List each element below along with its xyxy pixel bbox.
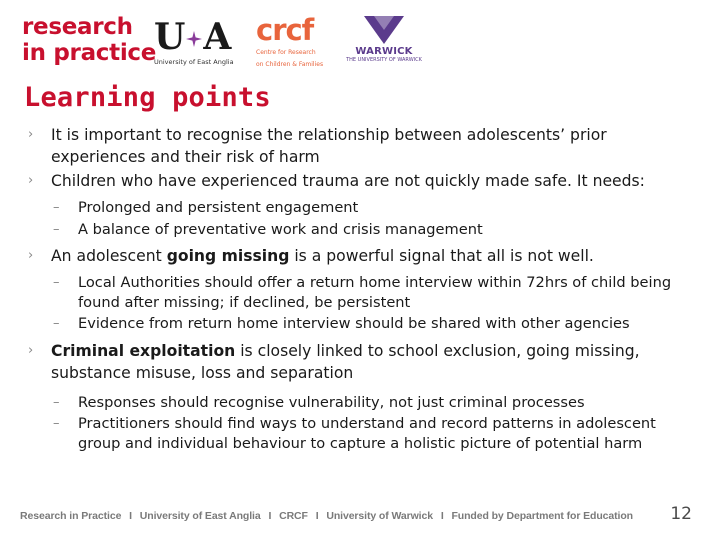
sub-bullet-marker: – (53, 275, 60, 290)
bullet-item (28, 170, 698, 192)
footer-separator: I (129, 510, 132, 522)
bullet-item (28, 340, 698, 384)
footer-item: University of East Anglia (139, 510, 261, 522)
sub-bullet-item (28, 314, 698, 334)
footer-separator: I (440, 510, 444, 522)
warwick-wordmark: WARWICK (355, 46, 413, 57)
uea-letter-a: A (203, 16, 232, 58)
footer-item: Funded by Department for Education (451, 510, 633, 522)
bullet-list (28, 124, 698, 453)
sub-bullet-item (28, 220, 698, 240)
bullet-text: It is important to recognise the relationship between adolescents’ prior experiences and their risk of harm (51, 126, 607, 166)
bullet-marker: › (28, 342, 34, 358)
bullet-item (28, 124, 698, 168)
research-in-practice-logo (22, 14, 156, 66)
bullet-marker: › (28, 173, 34, 188)
crcf-caption-1: Centre for Research (256, 49, 316, 56)
uea-logo (154, 17, 238, 67)
crcf-caption-2: on Children & Families (256, 61, 324, 68)
sub-bullet-text: Prolonged and persistent engagement (78, 199, 359, 216)
warwick-caption: THE UNIVERSITY OF WARWICK (346, 57, 422, 63)
sub-bullet-text: Local Authorities should offer a return home interview within 72hrs of child being found after missing; if declined, be persistent (78, 274, 672, 311)
sub-bullet-item (28, 393, 698, 413)
sub-bullet-marker: – (53, 200, 60, 215)
bullet-item (28, 245, 698, 267)
uea-letter-u: U (154, 16, 186, 58)
bullet-text: Children who have experienced trauma are not quickly made safe. It needs: (51, 172, 645, 190)
bullet-marker: › (28, 248, 34, 263)
sub-bullet-marker: – (53, 416, 60, 431)
warwick-logo (346, 16, 422, 63)
bullet-text-pre: An adolescent (51, 247, 167, 265)
sub-bullet-marker: – (53, 221, 60, 237)
bullet-text-bold: going missing (166, 247, 290, 265)
crcf-wordmark: crcf (256, 13, 314, 47)
sub-bullet-marker: – (53, 316, 60, 331)
footer-item: University of Warwick (326, 510, 433, 522)
page-number: 12 (670, 504, 692, 524)
sub-bullet-text: Responses should recognise vulnerability, not just criminal processes (78, 393, 585, 411)
bullet-marker: › (28, 127, 34, 142)
bullet-text-post: is a powerful signal that all is not well. (289, 247, 594, 265)
bullet-text-bold: Criminal exploitation (51, 341, 236, 360)
warwick-crest-icon (364, 16, 404, 44)
logo-line-2: in practice (22, 40, 157, 66)
sub-bullet-marker: – (53, 394, 60, 410)
sub-bullet-item (28, 414, 698, 453)
slide-title: Learning points (24, 82, 271, 113)
uea-caption: University of East Anglia (154, 58, 234, 66)
sub-bullet-text: Evidence from return home interview should be shared with other agencies (78, 315, 630, 332)
footer-item: Research in Practice (20, 510, 122, 522)
sub-bullet-item (28, 273, 698, 312)
bullet-text-post: is closely linked to school exclusion, going missing, substance misuse, loss and separation (51, 341, 640, 382)
sub-bullet-text: A balance of preventative work and crisis management (78, 220, 483, 238)
crcf-logo (256, 15, 336, 69)
footer-separator: I (268, 510, 272, 522)
logo-line-1: research (22, 14, 133, 40)
footer-credits (20, 510, 633, 522)
footer-item: CRCF (279, 510, 308, 522)
star-icon (186, 31, 202, 47)
sub-bullet-text: Practitioners should find ways to understand and record patterns in adolescent group and individual behaviour to capture a holistic picture of potential harm (78, 415, 656, 452)
sub-bullet-item (28, 198, 698, 218)
footer-separator: I (315, 510, 319, 522)
